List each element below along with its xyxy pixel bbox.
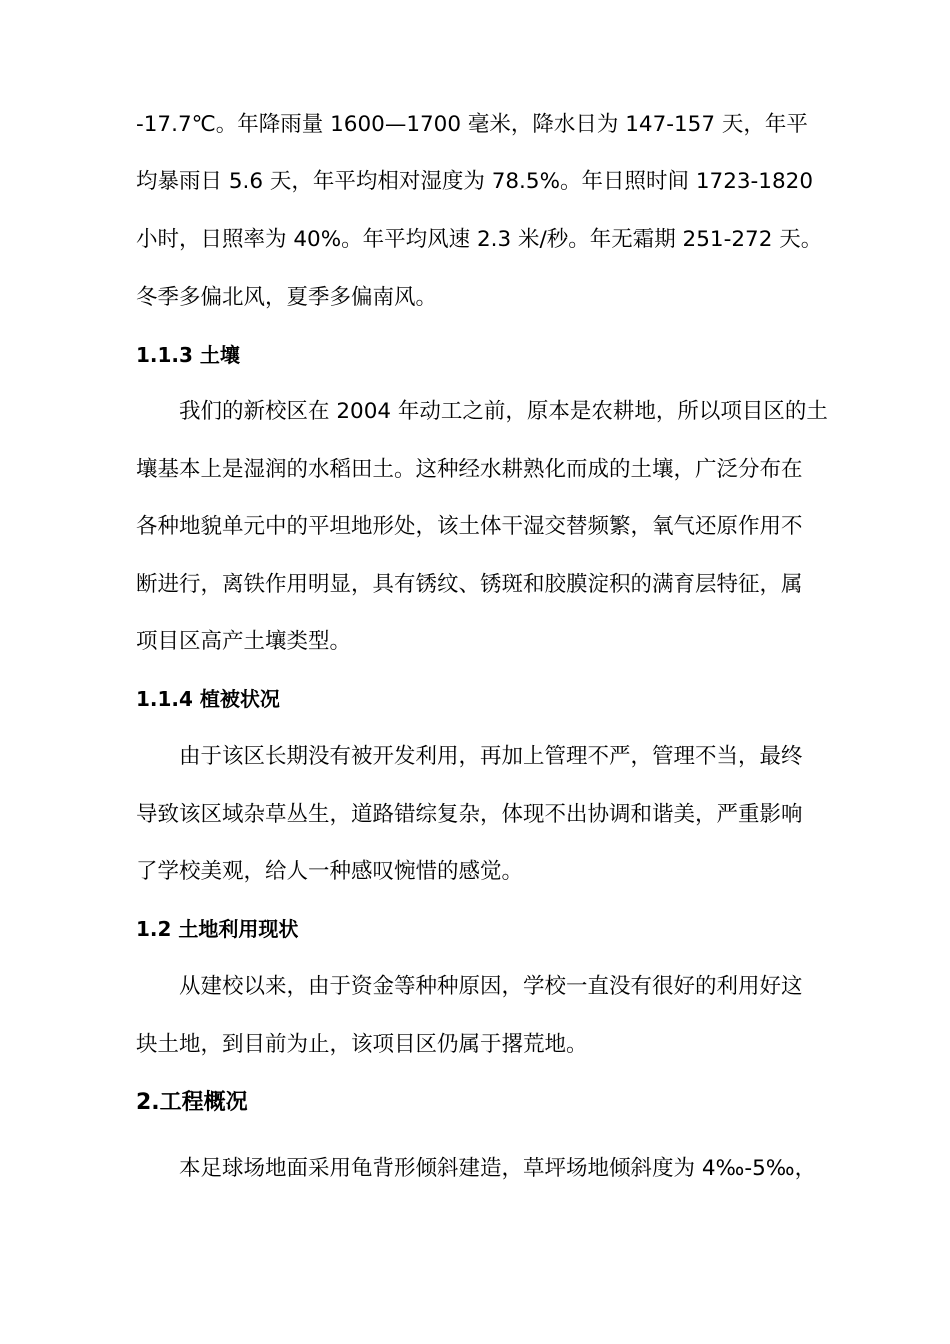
climate-text-line-1: -17.7℃。年降雨量 1600—1700 毫米，降水日为 147-157 天，年平 [136,112,808,137]
heading-land-use: 1.2 土地利用现状 [136,917,299,941]
heading-vegetation: 1.1.4 植被状况 [136,687,280,711]
climate-text-line-3: 小时，日照率为 40%。年平均风速 2.3 米/秒。年无霜期 251-272 天。 [136,227,823,252]
land-use-text-line-1: 从建校以来，由于资金等种种原因，学校一直没有很好的利用好这 [179,974,803,999]
climate-text-line-2: 均暴雨日 5.6 天，年平均相对湿度为 78.5%。年日照时间 1723-1820 [136,169,814,194]
soil-text-line-2: 壤基本上是湿润的水稻田土。这种经水耕熟化而成的土壤，广泛分布在 [136,457,803,482]
soil-text-line-4: 断进行，离铁作用明显，具有锈纹、锈斑和胶膜淀积的满育层特征，属 [136,572,803,597]
soil-text-line-1: 我们的新校区在 2004 年动工之前，原本是农耕地，所以项目区的土 [179,399,828,424]
land-use-text-line-2: 块土地，到目前为止，该项目区仍属于撂荒地。 [136,1032,588,1057]
heading-project-overview: 2.工程概况 [136,1090,248,1115]
climate-text-line-4: 冬季多偏北风，夏季多偏南风。 [136,285,438,310]
vegetation-text-line-2: 导致该区域杂草丛生，道路错综复杂，体现不出协调和谐美，严重影响 [136,802,803,827]
soil-text-line-5: 项目区高产土壤类型。 [136,629,352,654]
vegetation-text-line-3: 了学校美观，给人一种感叹惋惜的感觉。 [136,859,524,884]
overview-text-line-1: 本足球场地面采用龟背形倾斜建造，草坪场地倾斜度为 4‰-5‰， [179,1156,817,1181]
soil-text-line-3: 各种地貌单元中的平坦地形处，该土体干湿交替频繁，氧气还原作用不 [136,514,803,539]
heading-soil: 1.1.3 土壤 [136,343,240,367]
vegetation-text-line-1: 由于该区长期没有被开发利用，再加上管理不严，管理不当，最终 [179,744,803,769]
